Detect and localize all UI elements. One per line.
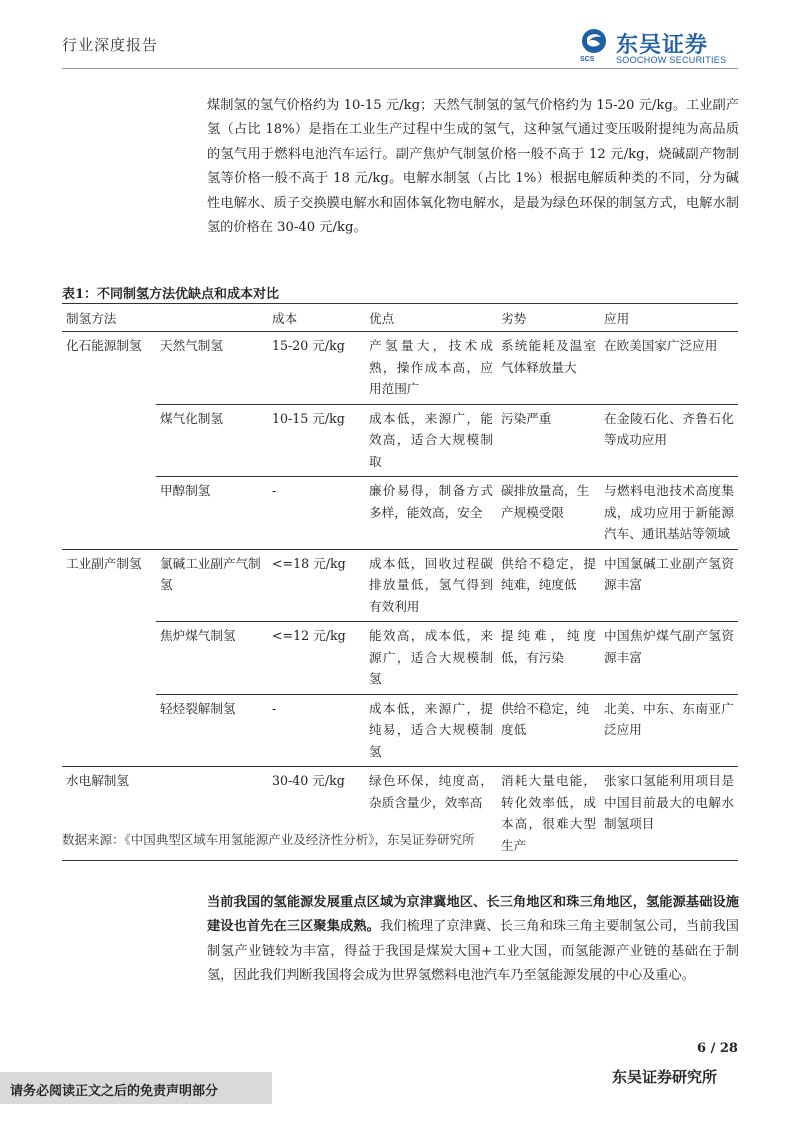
table-row xyxy=(62,622,738,695)
method-cell: 甲醇制氢 xyxy=(156,477,268,550)
pros-cell: 成本低，来源广，提纯易，适合大规模制氢 xyxy=(365,694,497,767)
group-cell: 水电解制氢 xyxy=(62,767,156,861)
footer-institute-name: 东吴证券研究所 xyxy=(612,1068,718,1086)
body-paragraph-2 xyxy=(207,891,739,989)
data-source-note: 数据来源：《中国典型区域车用氢能源产业及经济性分析》，东吴证券研究所 xyxy=(62,832,475,847)
footer-disclaimer-bar xyxy=(0,1072,272,1104)
table-row xyxy=(62,477,738,550)
cost-cell: - xyxy=(268,694,365,767)
pros-cell: 绿色环保，纯度高，杂质含量少，效率高 xyxy=(365,767,497,861)
table-row xyxy=(62,694,738,767)
logo-english-name: SOOCHOW SECURITIES xyxy=(616,55,727,65)
table-row xyxy=(62,549,738,622)
cost-cell: 10-15 元/kg xyxy=(268,404,365,477)
paragraph-lead-bold: 当前我国的氢能源发展重点区域为京津冀地区、长三角地区和珠三角地区，氢能源基础设施建设也首先在三区聚集成熟。 xyxy=(207,895,739,935)
method-cell: 轻烃裂解制氢 xyxy=(156,694,268,767)
header-divider xyxy=(62,68,738,69)
header-submethod xyxy=(156,304,268,332)
application-cell: 在金陵石化、齐鲁石化等成功应用 xyxy=(600,404,738,477)
cost-cell: <=18 元/kg xyxy=(268,549,365,622)
cons-cell: 污染严重 xyxy=(497,404,600,477)
method-cell: 氯碱工业副产气制氢 xyxy=(156,549,268,622)
report-type: 行业深度报告 xyxy=(62,36,159,54)
table-header-row xyxy=(62,304,738,332)
application-cell: 中国焦炉煤气副产氢资源丰富 xyxy=(600,622,738,695)
cons-cell: 系统能耗及温室气体释放量大 xyxy=(497,332,600,405)
group-cell: 化石能源制氢 xyxy=(62,332,156,405)
cost-cell: 30-40 元/kg xyxy=(268,767,365,861)
cons-cell: 供给不稳定，纯度低 xyxy=(497,694,600,767)
cons-cell: 碳排放量高，生产规模受限 xyxy=(497,477,600,550)
table-caption: 表1：不同制氢方法优缺点和成本对比 xyxy=(62,287,280,302)
cost-cell: <=12 元/kg xyxy=(268,622,365,695)
header-application: 应用 xyxy=(600,304,738,332)
pros-cell: 能效高，成本低，来源广，适合大规模制氢 xyxy=(365,622,497,695)
body-paragraph-1 xyxy=(207,94,739,240)
cost-cell: - xyxy=(268,477,365,550)
header-pros: 优点 xyxy=(365,304,497,332)
group-cell xyxy=(62,694,156,767)
comparison-table xyxy=(62,303,738,861)
method-cell: 焦炉煤气制氢 xyxy=(156,622,268,695)
application-cell: 张家口氢能利用项目是中国目前最大的电解水制氢项目 xyxy=(600,767,738,861)
header-method: 制氢方法 xyxy=(62,304,156,332)
method-cell: 煤气化制氢 xyxy=(156,404,268,477)
company-logo xyxy=(578,28,738,68)
cons-cell: 供给不稳定，提纯难，纯度低 xyxy=(497,549,600,622)
table-row xyxy=(62,404,738,477)
footer-disclaimer: 请务必阅读正文之后的免责声明部分 xyxy=(10,1084,219,1099)
header-cons: 劣势 xyxy=(497,304,600,332)
header-cost: 成本 xyxy=(268,304,365,332)
application-cell: 北美、中东、东南亚广泛应用 xyxy=(600,694,738,767)
group-cell xyxy=(62,404,156,477)
paragraph-text: 煤制氢的氢气价格约为 10-15 元/kg；天然气制氢的氢气价格约为 15-20 元/kg。工业副产氢（占比 18%）是指在工业生产过程中生成的氢气，这种氢气通过变压吸附提纯为高品质的氢气用于燃料电池汽车运行。副产焦炉气制氢价格一般不高于 12 元/kg，烧碱副产物制氢等价格一般不高于 18 元/kg。电解水制氢（占比 1%）根据电解质种类的不同，分为碱性电解水、质子交换膜电解水和固体氧化物电解水，是最为绿色环保的制氢方式，电解水制氢的价格在 30-40 元/kg。 xyxy=(207,98,739,236)
cons-cell: 提纯难，纯度低，有污染 xyxy=(497,622,600,695)
table-row xyxy=(62,332,738,405)
logo-abbreviation: SCS xyxy=(580,56,595,63)
page-number: 6 / 28 xyxy=(697,1041,738,1056)
method-cell: 天然气制氢 xyxy=(156,332,268,405)
pros-cell: 产氢量大，技术成熟，操作成本高，应用范围广 xyxy=(365,332,497,405)
logo-chinese-name: 东吴证券 xyxy=(616,33,709,58)
application-cell: 在欧美国家广泛应用 xyxy=(600,332,738,405)
cons-cell: 消耗大量电能，转化效率低，成本高，很难大型生产 xyxy=(497,767,600,861)
group-cell xyxy=(62,477,156,550)
application-cell: 中国氯碱工业副产氢资源丰富 xyxy=(600,549,738,622)
pros-cell: 成本低，来源广，能效高，适合大规模制取 xyxy=(365,404,497,477)
cost-cell: 15-20 元/kg xyxy=(268,332,365,405)
group-cell: 工业副产制氢 xyxy=(62,549,156,622)
application-cell: 与燃料电池技术高度集成，成功应用于新能源汽车、通讯基站等领域 xyxy=(600,477,738,550)
pros-cell: 成本低，回收过程碳排放量低，氢气得到有效利用 xyxy=(365,549,497,622)
group-cell xyxy=(62,622,156,695)
paragraph-text: 我们梳理了京津冀、长三角和珠三角主要制氢公司，当前我国制氢产业链较为丰富，得益于我国是煤炭大国+工业大国，而氢能源产业链的基础在于制氢，因此我们判断我国将会成为世界氢燃料电池汽车乃至氢能源发展的中心及重心。 xyxy=(207,919,739,984)
pros-cell: 廉价易得，制备方式多样，能效高，安全 xyxy=(365,477,497,550)
